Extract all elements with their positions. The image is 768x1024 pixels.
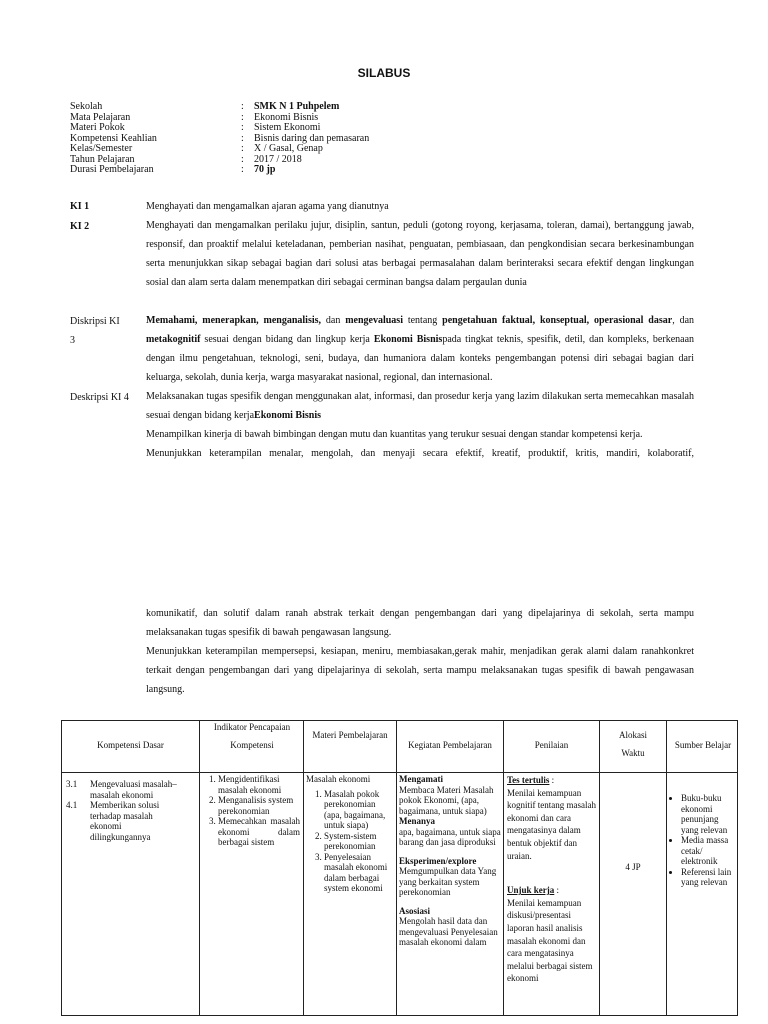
penilaian-unjuk-title: Unjuk kerja	[507, 885, 555, 896]
ki3-text	[146, 311, 694, 387]
identity-colon: :	[241, 101, 244, 112]
ki3-text-part: mengevaluasi	[345, 315, 403, 326]
ki3-text-part: Memahami, menerapkan, menganalisis,	[146, 315, 322, 326]
ki4-text-part: Melaksanakan tugas spesifik dengan menggunakan alat, informasi, dan prosedur kerja yang lazim dilakukan serta memecahkan masalah sesuai dengan bidang kerja	[146, 391, 694, 421]
penilaian-cell	[507, 774, 597, 985]
ki3-text-part: pada tingkat teknis, spesifik, detil, dan kompleks, berkenaan dengan ilmu pengetahuan, teknologi, seni, budaya, dan humaniora dalam konteks pengembangan potensi diri sebagai bagian dari keluarga, sekolah, dunia kerja, warga masyarakat nasional, regional, dan internasional.	[146, 334, 695, 383]
identity-value: 2017 / 2018	[254, 153, 302, 165]
penilaian-tes-text: Menilai kemampuan kognitif tentang masalah ekonomi dan cara mengatasinya dalam bentuk objektif dan uraian.	[507, 787, 596, 861]
identity-label: Tahun Pelajaran	[70, 153, 135, 165]
identity-label: Kompetensi Keahlian	[70, 132, 157, 144]
sumber-item: • Buku-buku ekonomi penunjang yang relevan	[681, 793, 738, 835]
identity-colon: :	[241, 164, 244, 175]
kegiatan-mengamati-title: Mengamati	[399, 774, 443, 784]
materi-list	[306, 789, 394, 894]
ki3-text-part: Ekonomi Bisnis	[373, 334, 443, 345]
materi-item: 2. System-sistem perekonomian	[324, 831, 394, 852]
identity-label: Mata Pelajaran	[70, 111, 131, 123]
materi-item: 3. Penyelesaian masalah ekonomi dalam berbagai system ekonomi	[324, 852, 394, 894]
header-materi: Materi Pembelajaran	[312, 730, 388, 740]
sumber-item: • Referensi lain yang relevan	[681, 867, 738, 888]
kd-cell	[66, 779, 196, 842]
ipk-item: 1. Mengidentifikasi masalah ekonomi	[218, 774, 300, 795]
ki4-text-2: Menampilkan kinerja di bawah bimbingan dengan mutu dan kuantitas yang terukur sesuai dengan standar kompetensi kerja.	[146, 429, 643, 440]
materi-title: Masalah ekonomi	[306, 774, 371, 784]
ki3-label-number: 3	[70, 335, 75, 346]
ki4-text-4: komunikatif, dan solutif dalam ranah abstrak terkait dengan pengembangan dari yang dipelajarinya di sekolah, serta mampu melaksanakan tugas spesifik di bawah pengawasan langsung.	[146, 608, 694, 638]
kd-text: Mengevaluasi masalah–masalah ekonomi	[90, 779, 177, 800]
ki3-text-part: metakognitif	[146, 334, 201, 345]
syllabus-table	[61, 720, 738, 1016]
ipk-cell	[200, 774, 300, 848]
identity-value: 70 jp	[254, 164, 276, 175]
table-divider	[666, 721, 667, 1015]
kegiatan-asosiasi-title: Asosiasi	[399, 905, 431, 916]
identity-colon: :	[241, 132, 244, 144]
identity-label: Durasi Pembelajaran	[70, 164, 154, 175]
ipk-item: 2. Menganalisis system perekonomian	[218, 795, 300, 816]
header-sumber: Sumber Belajar	[674, 740, 732, 750]
kd-number: 4.1	[66, 800, 78, 810]
kegiatan-mengamati-text: Membaca Materi Masalah pokok Ekonomi, (apa, bagaimana, untuk siapa)	[399, 784, 494, 816]
identity-colon: :	[241, 122, 244, 133]
sumber-cell	[668, 793, 738, 888]
kd-text: Memberikan solusi terhadap masalah ekonomi dilingkungannya	[90, 800, 160, 842]
header-alokasi: Alokasi Waktu	[619, 730, 647, 758]
identity-label: Kelas/Semester	[70, 143, 133, 154]
penilaian-unjuk-heading	[507, 884, 597, 897]
ki2-label: KI 2	[70, 221, 90, 232]
alokasi-cell: 4 JP	[625, 862, 641, 872]
identity-label: Sekolah	[70, 101, 103, 112]
ki1-text: Menghayati dan mengamalkan ajaran agama yang dianutnya	[146, 201, 389, 212]
materi-cell	[306, 774, 394, 894]
penilaian-tes-colon: :	[549, 775, 555, 785]
ki3-label: Diskripsi KI	[70, 316, 120, 327]
ki4-label: Deskripsi KI 4	[70, 392, 129, 403]
table-header-divider	[62, 772, 737, 773]
sumber-item: • Media massa cetak/ elektronik	[681, 835, 738, 867]
ki4-text-1	[146, 387, 694, 425]
kegiatan-cell	[399, 774, 501, 948]
ki4-text-5: Menunjukkan keterampilan mempersepsi, kesiapan, meniru, membiasakan,gerak mahir, menjadikan gerak alami dalam ranahkonkret terkait dengan pengembangan dari yang dipelajarinya di sekolah, serta mampu melaksanakan tugas spesifik di bawah pengawasan langsung.	[146, 646, 694, 695]
ki4-text-part: Ekonomi Bisnis	[254, 410, 322, 421]
identity-colon: :	[241, 111, 244, 123]
ki3-text-part: dan	[321, 315, 346, 326]
kd-number: 3.1	[66, 779, 78, 789]
ipk-item: 3. Memecahkan masalah ekonomi dalam berbagai sistem	[218, 816, 300, 848]
ipk-list	[200, 774, 300, 848]
table-divider	[396, 721, 397, 1015]
kegiatan-eksperimen-title: Eksperimen/explore	[399, 855, 477, 866]
ki3-text-part: , dan	[672, 315, 695, 326]
sumber-list	[668, 793, 738, 888]
ki3-text-part: tentang	[402, 315, 443, 326]
kegiatan-menanya-text: apa, bagaimana, untuk siapa barang dan jasa diproduksi	[399, 826, 501, 847]
kd-item	[66, 800, 196, 842]
kegiatan-menanya-title: Menanya	[399, 816, 435, 826]
ki3-text-part: pengetahuan faktual, konseptual, operasional dasar	[442, 315, 673, 326]
table-divider	[199, 721, 200, 1015]
identity-value: Bisnis daring dan pemasaran	[254, 132, 370, 144]
identity-label: Materi Pokok	[70, 122, 125, 133]
penilaian-tes-heading	[507, 774, 597, 787]
kegiatan-eksperimen-text: Memgumpulkan data Yang yang berkaitan system perekonomian	[399, 866, 497, 897]
header-indikator: Indikator Pencapaian Kompetensi	[213, 722, 291, 750]
header-kompetensi-dasar: Kompetensi Dasar	[97, 740, 164, 750]
penilaian-tes-title: Tes tertulis	[507, 775, 550, 785]
ki3-text-part: sesuai dengan bidang dan lingkup kerja	[200, 334, 374, 345]
identity-value: X / Gasal, Genap	[254, 143, 323, 154]
identity-colon: :	[241, 153, 244, 165]
kegiatan-asosiasi-text: Mengolah hasil data dan mengevaluasi Penyelesaian masalah ekonomi dalam	[399, 916, 498, 947]
header-kegiatan: Kegiatan Pembelajaran	[408, 740, 492, 750]
ki1-label: KI 1	[70, 201, 90, 212]
identity-value: Sistem Ekonomi	[254, 122, 321, 133]
identity-value: Ekonomi Bisnis	[254, 111, 319, 123]
identity-colon: :	[241, 143, 244, 154]
ki4-text-3: Menunjukkan keterampilan menalar, mengolah, dan menyaji secara efektif, kreatif, produktif, kritis, mandiri, kolaboratif,	[146, 448, 694, 459]
table-divider	[503, 721, 504, 1015]
kd-item	[66, 779, 196, 800]
identity-value: SMK N 1 Puhpelem	[254, 101, 340, 112]
table-divider	[303, 721, 304, 1015]
materi-item: 1. Masalah pokok perekonomian (apa, bagaimana, untuk siapa)	[324, 789, 394, 831]
header-penilaian: Penilaian	[534, 740, 569, 750]
penilaian-unjuk-colon: :	[554, 885, 560, 896]
penilaian-unjuk-text: Menilai kemampuan diskusi/presentasi laporan hasil analisis masalah ekonomi dan cara mengatasinya melalui berbagai sistem ekonomi	[507, 897, 593, 984]
page-title: SILABUS	[357, 66, 411, 80]
ki2-text: Menghayati dan mengamalkan perilaku jujur, disiplin, santun, peduli (gotong royong, kerjasama, toleran, damai), bertanggung jawab, responsif, dan proaktif melalui keteladanan, pemberian nasihat, penguatan, pembiasaan, dan pengkondisian secara berkesinambungan serta menunjukkan sikap sebagai bagian dari solusi atas berbagai permasalahan dalam berinteraksi secara efektif dengan lingkungan sosial dan alam serta dalam menempatkan diri sebagai cerminan bangsa dalam pergaulan dunia	[146, 220, 694, 288]
